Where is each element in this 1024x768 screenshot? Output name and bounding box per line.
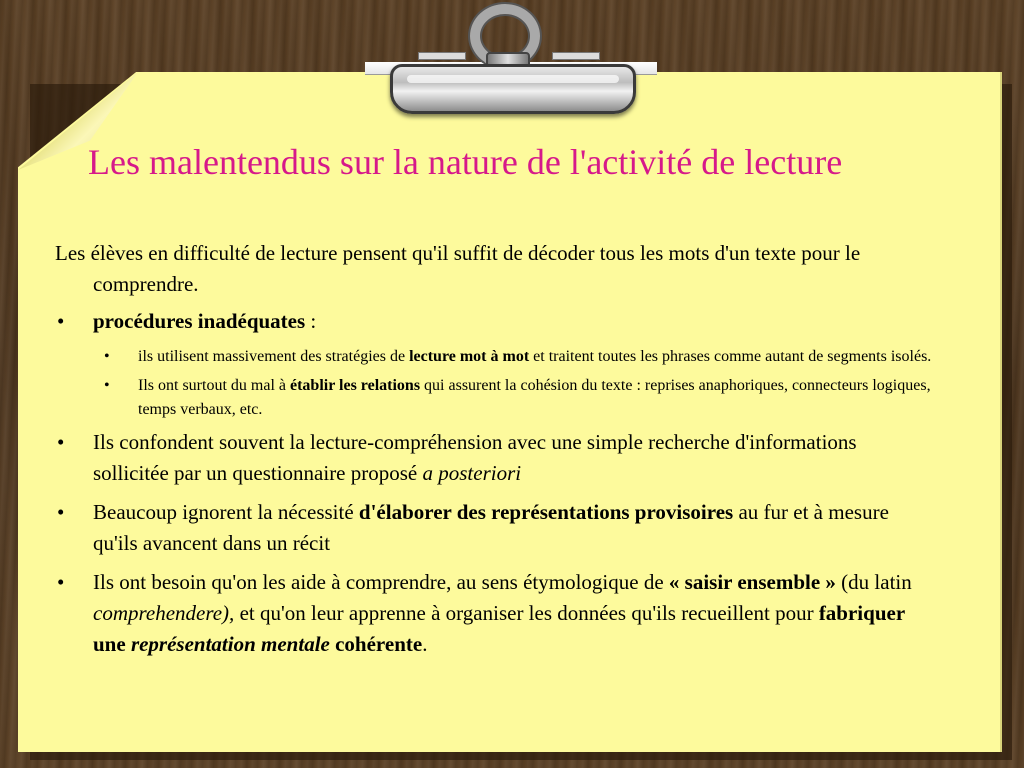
bullet-saisir-ensemble <box>55 567 935 660</box>
binder-clip-icon <box>390 64 636 114</box>
clip-tab-left <box>418 52 466 60</box>
clip-tab-right <box>552 52 600 60</box>
slide-title: Les malentendus sur la nature de l'activité de lecture <box>88 142 843 182</box>
bullet-text: Ils ont besoin qu'on les aide à comprendre, au sens étymologique de <box>93 570 669 594</box>
bullet-text: : <box>305 309 317 333</box>
bullet-italic-text: comprehendere), <box>93 601 235 625</box>
bullet-italic-text: a posteriori <box>422 461 522 485</box>
bullet-confusion <box>55 427 935 489</box>
bullet-marker: • <box>57 430 65 454</box>
bullet-marker: • <box>57 570 65 594</box>
bullet-bold-text-2: fabriquer une <box>93 601 905 656</box>
bullet-procedures <box>55 306 935 337</box>
sub-bullet-text: Ils ont surtout du mal à <box>138 377 290 394</box>
bullet-text: Ils confondent souvent la lecture-compréhension avec une simple recherche d'informations sollicitée par un questionnaire proposé <box>93 430 857 485</box>
bullet-text-end: au fur et à mesure qu'ils avancent dans un récit <box>93 500 889 555</box>
bullet-text-mid2: et qu'on leur apprenne à organiser les données qu'ils recueillent pour <box>234 601 819 625</box>
sub-bullet-marker: • <box>104 348 110 365</box>
bullet-representations <box>55 497 935 559</box>
bullet-text-end: . <box>422 632 428 656</box>
bullet-bold-text: procédures inadéquates <box>93 309 306 333</box>
intro-paragraph: Les élèves en difficulté de lecture pensent qu'il suffit de décoder tous les mots d'un texte pour le comprendre. <box>55 241 861 296</box>
bullet-bold-italic-text: représentation mentale <box>130 632 330 656</box>
slide-body <box>55 238 935 668</box>
sub-bullet-mot-a-mot <box>55 345 935 369</box>
sub-bullet-bold-text: lecture mot à mot <box>409 348 530 365</box>
sub-bullet-marker: • <box>104 377 110 394</box>
sub-bullet-relations <box>55 374 935 422</box>
sub-bullet-text-end: et traitent toutes les phrases comme autant de segments isolés. <box>529 348 932 365</box>
bullet-text-mid: (du latin <box>835 570 912 594</box>
sub-bullet-bold-text: établir les relations <box>289 377 421 394</box>
sub-bullet-text: ils utilisent massivement des stratégies de <box>138 348 410 365</box>
bullet-bold-text: « saisir ensemble » <box>668 570 836 594</box>
bullet-bold-text-3: cohérente <box>329 632 423 656</box>
bullet-bold-text: d'élaborer des représentations provisoires <box>358 500 734 524</box>
bullet-marker: • <box>57 500 65 524</box>
bullet-text: Beaucoup ignorent la nécessité <box>93 500 359 524</box>
sub-bullet-text-end: qui assurent la cohésion du texte : reprises anaphoriques, connecteurs logiques, temps verbaux, etc. <box>138 377 931 418</box>
bullet-marker: • <box>57 309 65 333</box>
